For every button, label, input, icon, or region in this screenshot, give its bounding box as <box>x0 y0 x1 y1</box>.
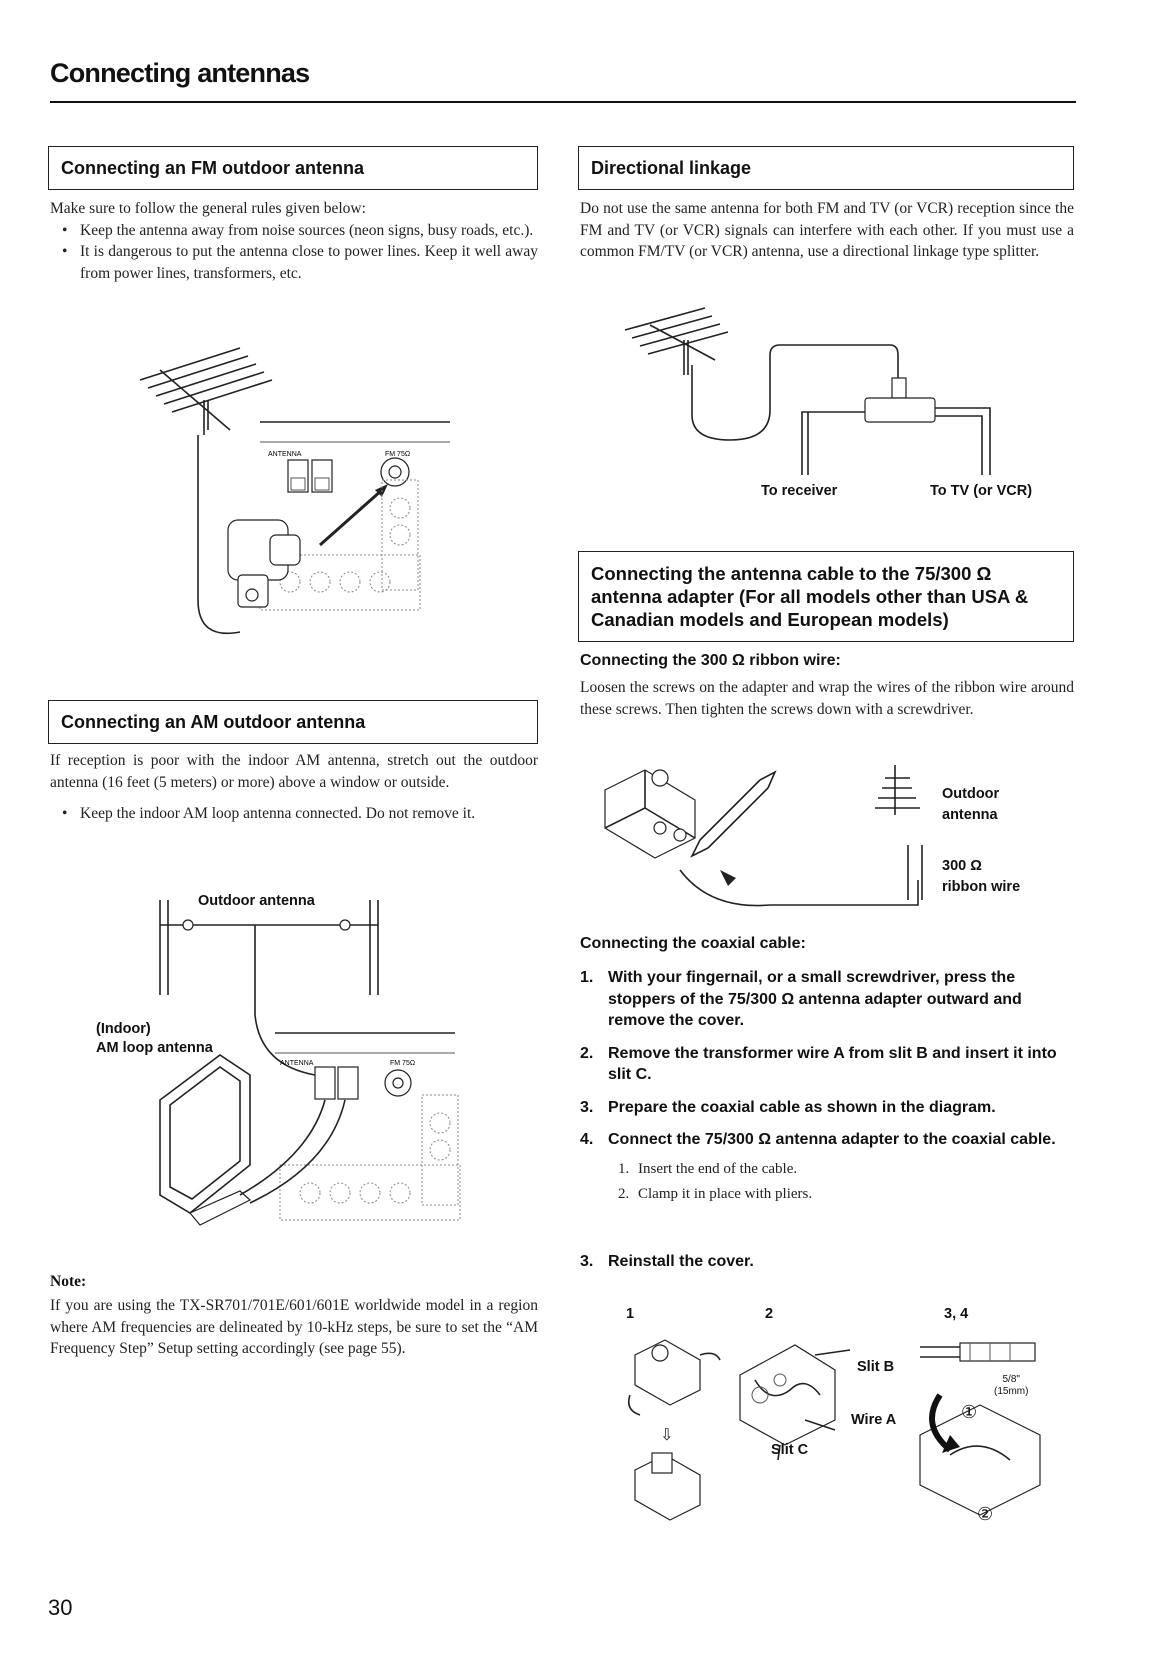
measure-label <box>994 1374 1028 1398</box>
step-number: 1. <box>580 969 594 986</box>
ribbon-heading: Connecting the 300 Ω ribbon wire: <box>580 652 841 669</box>
coax-substep-2 <box>580 1184 1074 1205</box>
coax-step-2 <box>580 1043 1074 1086</box>
am-antenna-diagram <box>140 895 460 1235</box>
step-text: Reinstall the cover. <box>608 1253 754 1270</box>
adapter-open-icon <box>629 1340 720 1520</box>
ribbon-wire-label-1: 300 Ω <box>942 858 982 874</box>
ribbon-diagram <box>600 760 940 910</box>
step-number: 2. <box>580 1044 594 1062</box>
outdoor-antenna-label-1: Outdoor <box>942 786 1000 802</box>
am-bullet: • Keep the indoor AM loop antenna connected. Do not remove it. <box>50 803 538 825</box>
am-note-label: Note: <box>50 1273 87 1290</box>
screwdriver-icon <box>692 772 775 856</box>
step-number: 4. <box>580 1131 594 1148</box>
fm-panel-antenna-label: ANTENNA <box>268 451 302 458</box>
fm-adapter-icon <box>228 520 300 607</box>
fm-section-heading: Connecting an FM outdoor antenna <box>48 146 538 190</box>
am-section-body <box>50 750 538 825</box>
substep-number: 1. <box>618 1160 630 1177</box>
measure-label-2: (15mm) <box>994 1386 1029 1397</box>
to-receiver-label: To receiver <box>761 483 838 499</box>
am-loop-antenna-icon <box>160 1055 250 1225</box>
step-text: Connect the 75/300 Ω antenna adapter to the coaxial cable. <box>608 1131 1056 1148</box>
wire-a-label: Wire A <box>851 1412 897 1428</box>
coax-steps <box>580 967 1074 1205</box>
step-number: 3. <box>580 1253 594 1270</box>
fig-2-label: 2 <box>765 1306 774 1322</box>
step-number: 3. <box>580 1098 594 1116</box>
directional-section-heading: Directional linkage <box>578 146 1074 190</box>
am-section-heading: Connecting an AM outdoor antenna <box>48 700 538 744</box>
page-number: 30 <box>48 1595 73 1620</box>
fig-34-label: 3, 4 <box>944 1306 969 1322</box>
coax-figures <box>620 1335 1060 1545</box>
page-title: Connecting antennas <box>50 58 310 88</box>
fig-1-label: 1 <box>626 1306 635 1322</box>
ribbon-wire-label-2: ribbon wire <box>942 879 1021 895</box>
adapter-cable-icon <box>920 1343 1040 1515</box>
fm-intro: Make sure to follow the general rules given below: <box>50 200 366 217</box>
am-panel-antenna-label: ANTENNA <box>280 1060 314 1067</box>
outdoor-antenna-symbol-icon <box>875 765 920 815</box>
title-rule <box>50 101 1076 103</box>
splitter-diagram <box>620 300 1050 480</box>
coax-step-5 <box>580 1251 1174 1273</box>
substep-number: 2. <box>618 1185 630 1202</box>
am-indoor-label-2: AM loop antenna <box>96 1040 213 1056</box>
circle-1-marker: ① <box>961 1402 978 1423</box>
fm-bullet-1: • Keep the antenna away from noise sources (neon signs, busy roads, etc.). <box>50 220 538 242</box>
directional-body: Do not use the same antenna for both FM and TV (or VCR) reception since the FM and TV (or VCR) signals can interfere with each other. If you must use a common FM/TV (or VCR) antenna, use a directional linkage type splitter. <box>580 200 1074 260</box>
am-indoor-label-1: (Indoor) <box>96 1021 151 1037</box>
adapter-section-heading: Connecting the antenna cable to the 75/300 Ω antenna adapter (For all models other than USA & Canadian models and European models) <box>578 551 1074 642</box>
fm-panel-fm-label: FM 75Ω <box>385 451 411 458</box>
coax-step-4 <box>580 1129 1074 1151</box>
step-text: Remove the transformer wire A from slit B and insert it into slit C. <box>608 1044 1057 1083</box>
am-panel-fm-label: FM 75Ω <box>390 1060 416 1067</box>
slit-b-label: Slit B <box>857 1359 895 1375</box>
step-text: With your fingernail, or a small screwdriver, press the stoppers of the 75/300 Ω antenna adapter outward and remove the cover. <box>608 969 1022 1029</box>
coax-step-3 <box>580 1097 1074 1119</box>
splitter-antenna-icon <box>625 308 728 375</box>
am-outdoor-label: Outdoor antenna <box>198 893 315 909</box>
am-body: If reception is poor with the indoor AM antenna, stretch out the outdoor antenna (16 feet (5 meters) or more) above a window or outside. <box>50 752 538 791</box>
circle-2-marker: ② <box>977 1504 994 1525</box>
outdoor-antenna-label-2: antenna <box>942 807 998 823</box>
fm-antenna-icon <box>140 348 272 435</box>
am-note-text: If you are using the TX-SR701/701E/601/601E worldwide model in a region where AM frequencies are delineated by 10-kHz steps, be sure to set the “AM Frequency Step” Setup setting accordingly (see page 55). <box>50 1297 538 1357</box>
outdoor-antenna-label <box>942 784 999 826</box>
ribbon-wire-label <box>942 856 1020 898</box>
fm-section-body <box>50 198 538 284</box>
ribbon-body: Loosen the screws on the adapter and wrap the wires of the ribbon wire around these screws. Then tighten the screws down with a screwdriver. <box>580 679 1074 718</box>
slit-c-label: Slit C <box>771 1442 809 1458</box>
coax-heading: Connecting the coaxial cable: <box>580 935 806 952</box>
substep-text: Clamp it in place with pliers. <box>638 1185 813 1202</box>
fm-antenna-diagram <box>120 340 460 650</box>
ribbon-adapter-icon <box>605 770 695 858</box>
step-text: Prepare the coaxial cable as shown in the diagram. <box>608 1098 996 1116</box>
svg-text:⇩: ⇩ <box>660 1425 674 1444</box>
measure-label-1: 5/8" <box>1002 1374 1020 1385</box>
substep-text: Insert the end of the cable. <box>638 1160 798 1177</box>
to-tv-label: To TV (or VCR) <box>930 483 1033 499</box>
coax-step-1 <box>580 967 1074 1032</box>
coax-substep-1 <box>580 1159 1074 1180</box>
fm-bullet-2: • It is dangerous to put the antenna close to power lines. Keep it well away from power lines, transformers, etc. <box>50 241 538 284</box>
